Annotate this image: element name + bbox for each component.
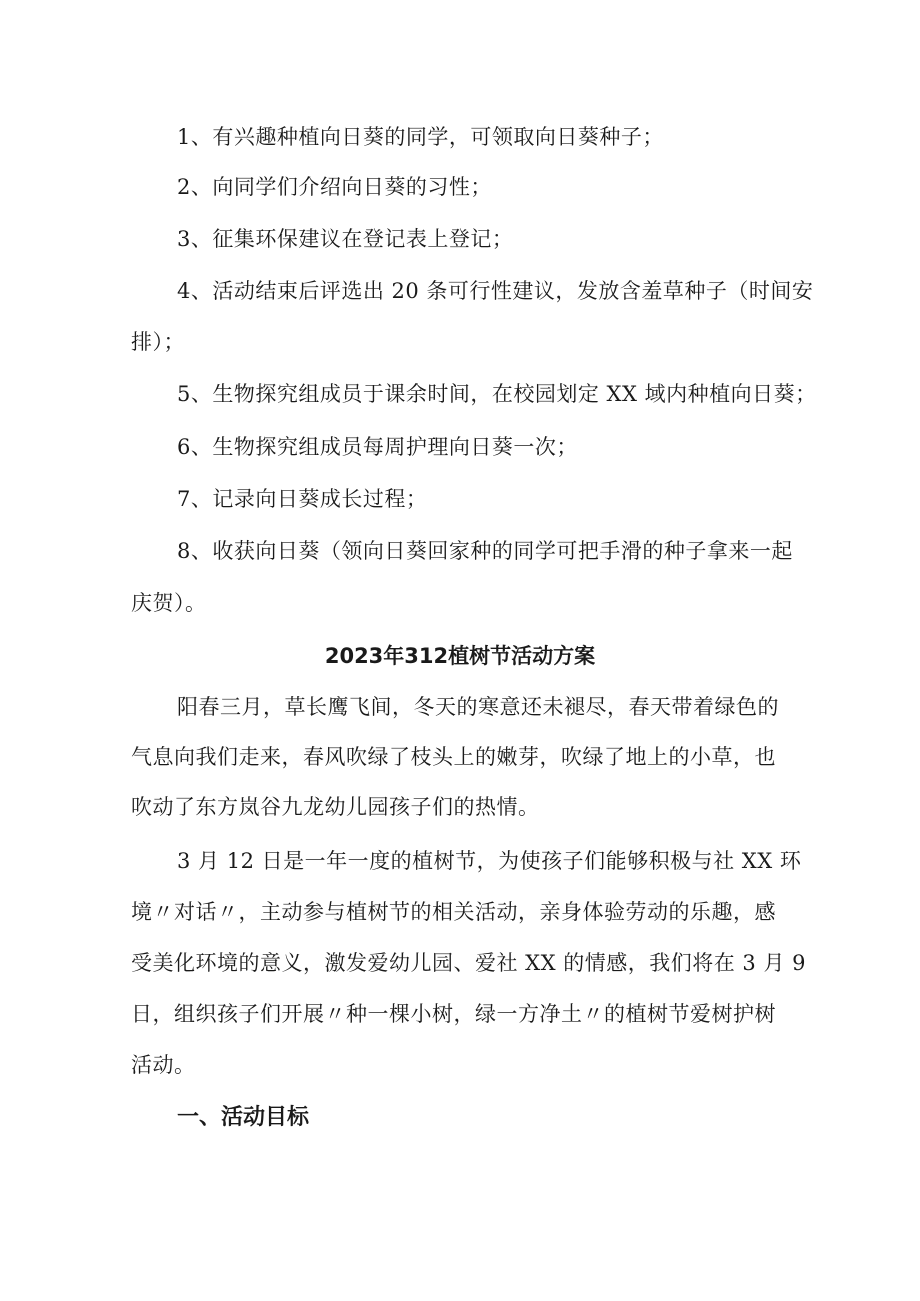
paragraph-2-line-3: 受美化环境的意义，激发爱幼儿园、爱社 XX 的情感，我们将在 3 月 9 [131, 951, 806, 975]
step-1-line-1: 1、有兴趣种植向日葵的同学，可领取向日葵种子； [177, 125, 664, 149]
paragraph-1-line-3: 吹动了东方岚谷九龙幼儿园孩子们的热情。 [131, 795, 540, 819]
paragraph-1-line-2: 气息向我们走来，春风吹绿了枝头上的嫩芽，吹绿了地上的小草，也 [131, 745, 776, 769]
step-2-line-1: 2、向同学们介绍向日葵的习性； [177, 175, 492, 199]
page-title: 2023年312植树节活动方案 [324, 644, 596, 668]
step-4-line-1: 4、活动结束后评选出 20 条可行性建议，发放含羞草种子（时间安 [177, 279, 814, 303]
step-8-line-1: 8、收获向日葵（领向日葵回家种的同学可把手滑的种子拿来一起 [177, 539, 793, 563]
paragraph-1-line-1: 阳春三月，草长鹰飞间，冬天的寒意还未褪尽，春天带着绿色的 [177, 695, 779, 719]
paragraph-2-line-2: 境〃对话〃，主动参与植树节的相关活动，亲身体验劳动的乐趣，感 [131, 900, 776, 924]
paragraph-2-line-5: 活动。 [131, 1053, 196, 1077]
step-7-line-1: 7、记录向日葵成长过程； [177, 487, 428, 511]
step-6-line-1: 6、生物探究组成员每周护理向日葵一次； [177, 435, 578, 459]
step-8-line-2: 庆贺）。 [131, 591, 207, 615]
step-5-line-1: 5、生物探究组成员于课余时间，在校园划定 XX 域内种植向日葵； [177, 382, 817, 406]
section-heading: 一、活动目标 [177, 1105, 310, 1130]
step-3-line-1: 3、征集环保建议在登记表上登记； [177, 227, 514, 251]
paragraph-2-line-1: 3 月 12 日是一年一度的植树节，为使孩子们能够积极与社 XX 环 [177, 849, 802, 873]
paragraph-2-line-4: 日，组织孩子们开展〃种一棵小树，绿一方净土〃的植树节爱树护树 [131, 1002, 776, 1026]
step-4-line-2: 排）； [131, 330, 185, 354]
